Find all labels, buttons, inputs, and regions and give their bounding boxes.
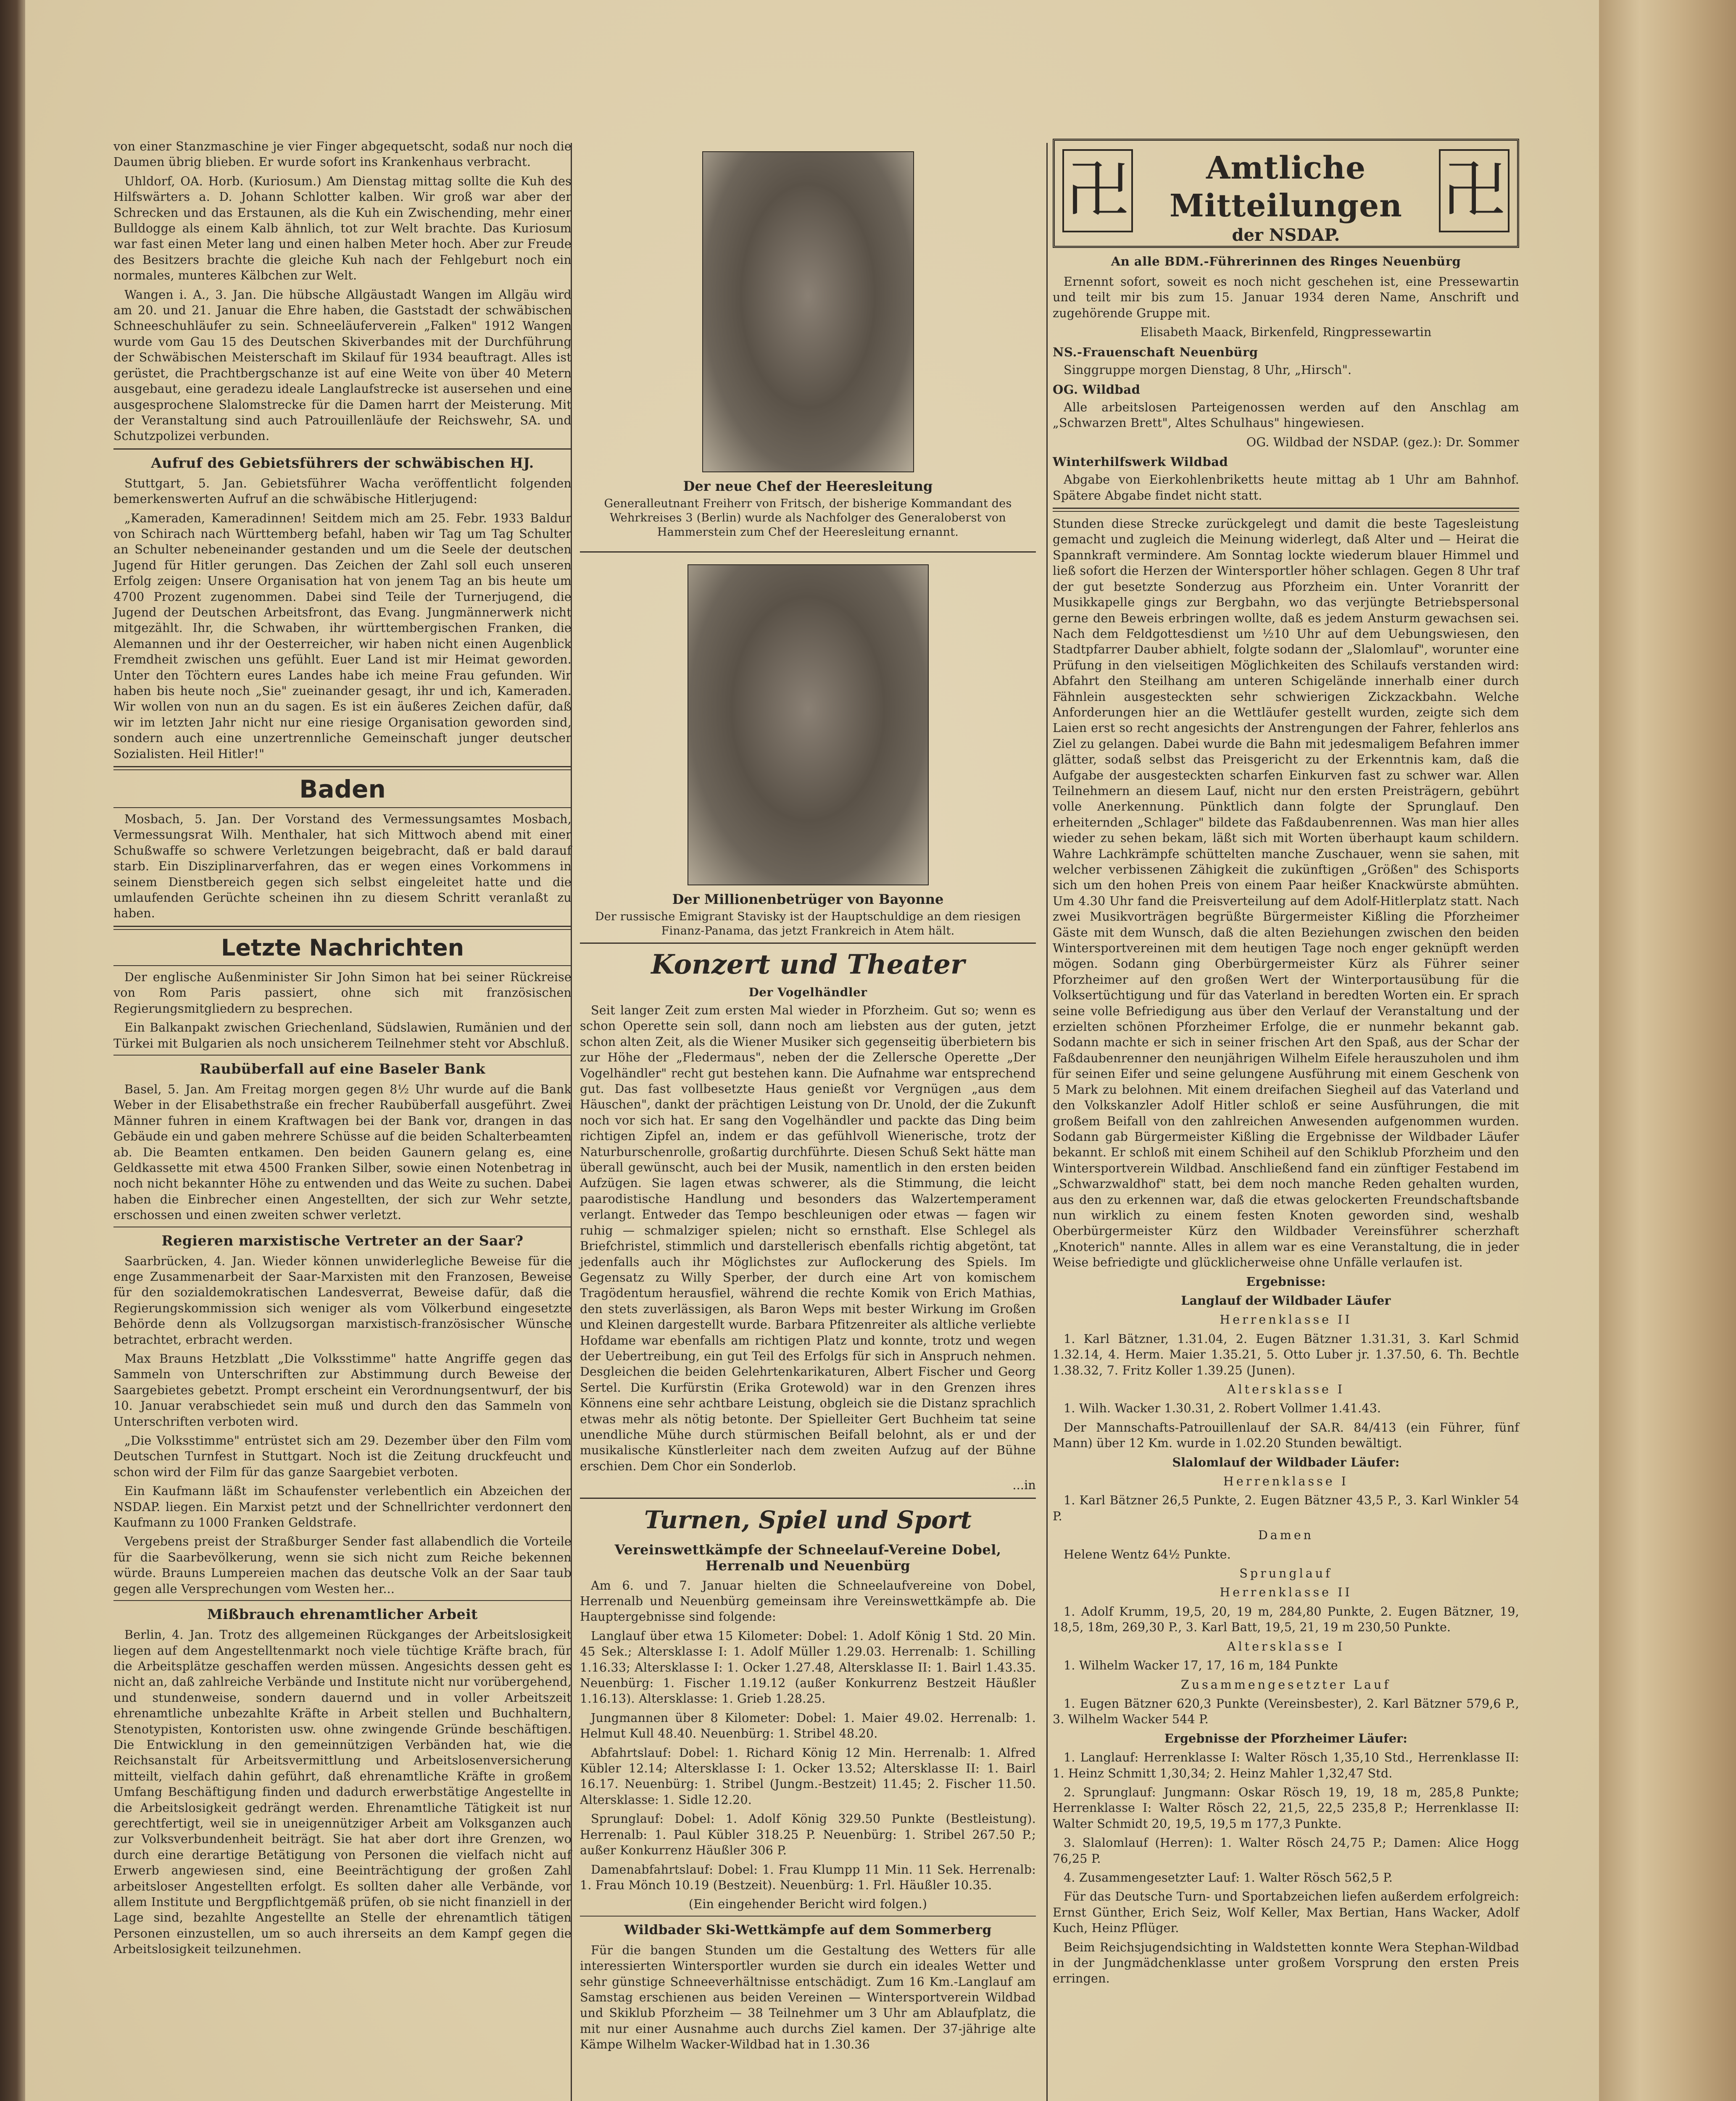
article-text: Ein Kaufmann läßt im Schaufenster verlebentlich ein Abzeichen der NSDAP. liegen. Ein Marxist petzt und der Schnellrichter verdonnert den Kaufmann zu 1000 Franken Geldstrafe. (113, 1484, 572, 1530)
section-konzert-theater: Konzert und Theater (651, 949, 965, 980)
headline-winterhilfswerk: Winterhilfswerk Wildbad (1053, 455, 1228, 469)
results-kombi: 1. Eugen Bätzner 620,3 Punkte (Vereinsbester), 2. Karl Bätzner 579,6 P., 3. Wilhelm Wacker 544 P. (1053, 1696, 1519, 1727)
column-3 (1053, 139, 1519, 1990)
article-waldstetten: Beim Reichsjugendsichting in Waldstetten konnte Wera Stephan-Wildbad in der Jungmädchenklasse unter großem Vorsprung den ersten Preis erringen. (1053, 1940, 1519, 1986)
article-text: „Kameraden, Kameradinnen! Seitdem mich am 25. Febr. 1933 Baldur von Schirach nach Württemberg befahl, haben wir Tag um Tag Schulter an Schulter nebeneinander gestanden und um die Seele der deutschen Jugend für Hitler gerungen. Das Zeichen der Zahl soll euch unseren Erfolg zeigen: Unsere Organisation hat von jenem Tag an bis heute um 4700 Prozent zugenommen. Dabei sind Teile der Turnerjugend, die Jugend der Deutschen Arbeitsfront, das Evang. Jungmännerwerk nicht mitgezählt. Ihr, die Schwaben, ihr württembergischen Franken, die Alemannen und ihr der Oesterreicher, wir haben nicht einen Augenblick Fremdheit zwischen uns gefühlt. Euer Land ist mir Heimat geworden. Unter den Töchtern eures Landes habe ich meine Frau gefunden. Wir haben bis heute noch „Sie" zueinander gesagt, ihr und ich, Kameraden. Wir wollen von nun an du sagen. Es ist ein äußeres Zeichen dafür, daß wir im letzten Jahr nicht nur eine riesige Organisation geworden sind, sondern auch eine unzertrennliche Gemeinschaft junger deutscher Sozialisten. Heil Hitler!" (113, 511, 572, 761)
notice-winterhilfswerk: Abgabe von Eierkohlenbriketts heute mittag ab 1 Uhr am Bahnhof. Spätere Abgabe findet nicht statt. (1053, 473, 1519, 503)
column-divider (1046, 143, 1048, 2101)
divider (580, 551, 1036, 553)
divider (113, 1600, 572, 1601)
book-edge (1599, 0, 1736, 2101)
divider (113, 807, 572, 808)
article-balkan: Ein Balkanpakt zwischen Griechenland, Südslawien, Rumänien und der Türkei mit Bulgarien als noch unsicherem Teilnehmer steht vor Abschluß. (113, 1021, 572, 1050)
headline-wildbad: Wildbader Ski-Wettkämpfe auf dem Sommerberg (624, 1922, 992, 1938)
section-baden: Baden (299, 775, 386, 804)
results-abfahrt: Abfahrtslauf: Dobel: 1. Richard König 12 Min. Herrenalb: 1. Alfred Kübler 12.14; Altersklasse I: 1. Ocker 13.52; Altersklasse II: 1. Bairl 16.17. Neuenbürg: 1. Stribel (Jungm.-Bestzeit) 11.45; 2. Fischer 11.50. Altersklasse: 1. Sidle 12.20. (580, 1746, 1036, 1807)
article-raub: Basel, 5. Jan. Am Freitag morgen gegen 8½ Uhr wurde auf die Bank Weber in der Elisabethstraße ein frecher Raubüberfall ausgeführt. Zwei Männer fuhren in einem Kraftwagen bei der Bank vor, drangen in das Gebäude ein und gaben mehrere Schüsse auf die beiden Schalterbeamten ab. Die Beamten entkamen. Den beiden Gaunern gelang es, eine Geldkassette mit etwa 4500 Franken Silber, sowie einen Notenbetrag in noch nicht bekannter Höhe zu entwenden und das Weite zu suchen. Dabei haben die Einbrecher einen Angestellten, der sich zur Wehr setzte, erschossen und einen zweiten schwer verletzt. (113, 1082, 572, 1222)
article-wangen: Wangen i. A., 3. Jan. Die hübsche Allgäustadt Wangen im Allgäu wird am 20. und 21. Januar die Ehre haben, die Gaststadt der schwäbischen Schneeschuhläufer zu sein. Schneeläuferverein „Falken" 1912 Wangen wurde vom Gau 15 des Deutschen Skiverbandes mit der Durchführung der Schwäbischen Meisterschaft im Skilauf für 1934 beauftragt. Alles ist gerüstet, die Prachtbergschanze ist auf eine Weite von über 40 Metern ausgebaut, eine geradezu ideale Langlaufstrecke ist ausersehen und eine ausgesprochene Slalomstrecke für die Damen harrt der Meisterung. Mit der Veranstaltung sind auch Patrouillenläufe der Reichswehr, SA. und Schutzpolizei verbunden. (113, 287, 572, 443)
photo-stavisky (688, 564, 929, 885)
article-mosbach: Mosbach, 5. Jan. Der Vorstand des Vermessungsamtes Mosbach, Vermessungsrat Wilh. Menthaler, hat sich Mittwoch abend mit einer Schußwaffe so schwere Verletzungen beigebracht, daß er bald darauf starb. Ein Disziplinarverfahren, das er wegen eines Vorkommens in seinem Dienstbereich gegen sich selbst eingeleitet hatte und die umlaufenden Gerüchte scheinen ihn zu diesem Schritt veranlaßt zu haben. (113, 812, 572, 921)
article-ski-continued: Stunden diese Strecke zurückgelegt und damit die beste Tagesleistung gemacht und zugleich die Meinung widerlegt, daß Alter und — Heirat die Spannkraft vermindere. Am Sonntag lockte wiederum blauer Himmel und ließ sofort die Herzen der Wintersportler höher schlagen. Gegen 8 Uhr traf der gut besetzte Sonderzug aus Pforzheim ein. Unter Voranritt der Musikkapelle gings zur Bergbahn, wo das verjüngte Betriebspersonal gerne den Beweis erbringen wollte, daß es jedem Ansturm gewachsen sei. Nach dem Feldgottesdienst um ½10 Uhr auf dem Uebungswiesen, den Stadtpfarrer Dauber abhielt, folgte sodann der „Slalomlauf", worunter eine Prüfung in den vielseitigen Möglichkeiten des Schilaufs verstanden wird: Abfahrt den Steilhang am unteren Schigelände innerhalb einer durch Fähnlein ausgesteckten sehr schwierigen Zickzackbahn. Welche Anforderungen hier an die Wettläufer gestellt wurden, zeigte sich dem Laien erst so recht angesichts der Anstrengungen der Fahrer, fehlerlos ans Ziel zu gelangen. Dabei wurde die Bahn mit jedesmaligem Befahren immer glätter, sodaß selbst das Preisgericht zu der Erkenntnis kam, daß die Aufgabe der ausgesteckten scharfen Einkurven fast zu schwer war. Allen Teilnehmern an diesem Lauf, nicht nur den ersten Preisträgern, gebührt volle Anerkennung. Pünktlich dann folgte der Sprunglauf. Den erheiternden „Schlager" bildete das Faßdaubenrennen. Was man hier alles wieder zu sehen bekam, läßt sich mit Worten überhaupt kaum schildern. Wahre Lachkrämpfe schüttelten manche Zuschauer, wenn sie sahen, mit welcher verbissenen Zähigkeit die zukünftigen „Größen" des Schisports sich um den hohen Preis von einem Paar heißer Knackwürste abmühten. Um 4.30 Uhr fand die Preisverteilung auf dem Adolf-Hitlerplatz statt. Nach zwei Musikvorträgen begrüßte Bürgermeister Kißling die Pforzheimer Gäste mit dem Wunsch, daß die alten Beziehungen zwischen den beiden Wintersportvereinen mit dem heutigen Tage noch enger geknüpft werden mögen. Sodann ging Oberbürgermeister Kürz als Führer seiner Pforzheimer auf den großen Wert der Winterportausübung für die Volksertüchtigung und für das Vaterland in beredten Worten ein. Er sprach seine volle Befriedigung aus über den Verlauf der Veranstaltung und der erzielten schönen Pforzheimer Erfolge, die er nunmehr bekannt gab. Sodann machte er sich in seiner frischen Art den Spaß, aus der Schar der Faßdaubenrenner den neunjährigen Wilhelm Eifele herauszuholen und ihm für seinen Eifer und seine gelungene Ausführung mit einem Geschenk von 5 Mark zu belohnen. Mit einem dreifachen Siegheil auf das Vaterland und den Volkskanzler Adolf Hitler schloß er seine Ausführungen, die mit großem Beifall von den zahlreichen Anwesenden aufgenommen wurden. Sodann gab Bürgermeister Kißling die Ergebnisse der Wildbader Läufer bekannt. Er schloß mit einem Schiheil auf den Schiklub Pforzheim und den Wintersportverein Wildbad. Anschließend fand ein zünftiger Festabend im „Schwarzwaldhof" statt, bei dem noch manche Reden gehalten wurden, aus den zu erkennen war, daß die etwas gelockerten Freundschaftsbande nun wirklich zu einem festen Knoten geworden sind, weshalb Oberbürgermeister Kürz den Wildbader Vereinsführer scherzhaft „Knoterich" nannte. Alles in allem war es eine Veranstaltung, die in jeder Weise befriedigte und glücklicherweise ohne Unfälle verlaufen ist. (1053, 517, 1519, 1270)
results-class: Zusammengesetzter Lauf (1181, 1677, 1391, 1692)
results-sprung: Sprunglauf: Dobel: 1. Adolf König 329.50 Punkte (Bestleistung). Herrenalb: 1. Paul Kübler 318.25 P. Neuenbürg: 1. Stribel 267.50 P.; außer Konkurrenz Häußler 306 P. (580, 1812, 1036, 1858)
results-class: Damen (1258, 1528, 1314, 1543)
results-heading: Ergebnisse: (1246, 1274, 1326, 1289)
article-text: Saarbrücken, 4. Jan. Wieder können unwiderlegliche Beweise für die enge Zusammenarbeit der Saar-Marxisten mit den Franzosen, Beweise für den sozialdemokratischen Landesverrat, Beweise dafür, daß die Regierungskommission sich weniger als vom Völkerbund eingesetzte Behörde denn als Vollzugsorgan marxistisch-französischer Wünsche betrachtet, erbracht werden. (113, 1254, 572, 1347)
results-class: Herrenklasse II (1220, 1313, 1352, 1327)
results-damen: Damenabfahrtslauf: Dobel: 1. Frau Klumpp 11 Min. 11 Sek. Herrenalb: 1. Frau Mönch 10.19 (Bestzeit). Neuenbürg: 1. Frl. Häußler 10.35. (580, 1862, 1036, 1892)
results-pf-slalom: 3. Slalomlauf (Herren): 1. Walter Rösch 24,75 P.; Damen: Alice Hogg 76,25 P. (1053, 1836, 1519, 1866)
photo2-title: Der Millionenbetrüger von Bayonne (672, 891, 944, 907)
divider (580, 943, 1036, 944)
results-pforzheim-heading: Ergebnisse der Pforzheimer Läufer: (1164, 1731, 1408, 1746)
photo1-title: Der neue Chef der Heeresleitung (683, 478, 933, 494)
headline-raub: Raubüberfall auf eine Baseler Bank (200, 1060, 485, 1077)
results-class: Altersklasse I (1227, 1382, 1345, 1396)
article-berlin: Berlin, 4. Jan. Trotz des allgemeinen Rückganges der Arbeitslosigkeit liegen auf dem Angestelltenmarkt noch viele tüchtige Kräfte brach, für die Arbeitsplätze geschaffen werden müssen. Angesichts dessen geht es nicht an, daß zahlreiche Verbände und Institute nicht nur vorübergehend, und stundenweise, sondern dauernd und in voller Arbeitszeit ehrenamtliche unbezahlte Kräfte in Arbeit stellen und Buchhaltern, Stenotypisten, Kontoristen usw. ohne zwingende Gründe beschäftigen. Die Entwicklung in den gemeinnützigen Verbänden hat, wie die Reichsanstalt für Arbeitsvermittlung und Arbeitslosenversicherung mitteilt, vielfach dahin geführt, daß ehrenamtliche Kräfte in großem Umfang Beschäftigung finden und dadurch erwerbstätige Angestellte in die Arbeitslosigkeit gedrängt werden. Ehrenamtliche Tätigkeit ist nur gerechtfertigt, weil sie in uneigennütziger Arbeit am Volksganzen auch zur Volksverbundenheit beiträgt. Sie hat aber dort ihre Grenzen, wo durch eine derartige Betätigung von Personen die vielfach nicht auf Erwerb angewiesen sind, eine Beeinträchtigung der großen Zahl arbeitsloser Angestellten erfolgt. Es sollten daher alle Verbände, vor allem Institute und Bergpflichtgemäß prüfen, ob sie nicht finanziell in der Lage sind, bezahlte Angestellte an Stelle der ehrenamtlich tätigen Personen einzustellen, um so auch ihrerseits an dem Kampf gegen die Arbeitslosigkeit teilzunehmen. (113, 1628, 572, 1956)
headline-og-wildbad: OG. Wildbad (1053, 382, 1141, 397)
article-uhldorf: Uhldorf, OA. Horb. (Kuriosum.) Am Dienstag mittag sollte die Kuh des Hilfswärters a. D. Johann Schlotter kalben. Wir groß war aber der Schrecken und das Erstaunen, als die Kuh ein Zwischending, mehr einer Bulldogge als einem Kalb ähnlich, tot zur Welt brachte. Das Kuriosum war fast einen Meter lang und einen halben Meter hoch. Aber zur Freude des Besitzers brachte die gleiche Kuh nach der Fehlgeburt noch ein normales, munteres Kälbchen zur Welt. (113, 174, 572, 283)
section-turnen-sport: Turnen, Spiel und Sport (644, 1505, 972, 1534)
results-pf-sprung: 2. Sprunglauf: Jungmann: Oskar Rösch 19, 19, 18 m, 285,8 Punkte; Herrenklasse I: Walter Rösch 22, 21,5, 22,5 235,8 P.; Herrenklasse II: Walter Schmidt 20, 19,5, 19,5 m 177,3 Punkte. (1053, 1785, 1519, 1831)
results-class: Altersklasse I (1227, 1639, 1345, 1653)
divider (1053, 508, 1519, 512)
article-text: Max Brauns Hetzblatt „Die Volksstimme" hatte Angriffe gegen das Sammeln von Unterschriften zur Abstimmung durch Beweise der Saargebietes gebetzt. Prompt erscheint ein Verordnungsentwurf, der bis 10. Januar verabschiedet sein muß und durch den das Sammeln von Unterschriften verboten wird. (113, 1352, 572, 1429)
results-mannschaft: Der Mannschafts-Patrouillenlauf der SA.R. 84/413 (ein Führer, fünf Mann) über 12 Km. wurde in 1.02.20 Stunden bewältigt. (1053, 1420, 1519, 1451)
article-simon: Der englische Außenminister Sir John Simon hat bei seiner Rückreise von Rom Paris passiert, ohne sich mit französischen Regierungsmitgliedern zu besprechen. (113, 970, 572, 1016)
divider (113, 448, 572, 450)
results-class: Herrenklasse I (1223, 1474, 1349, 1489)
results-pf-kombi: 4. Zusammengesetzter Lauf: 1. Walter Rösch 562,5 P. (1064, 1870, 1393, 1885)
results-langlauf-h2: 1. Karl Bätzner, 1.31.04, 2. Eugen Bätzner 1.31.31, 3. Karl Schmid 1.32.14, 4. Herm. Maier 1.35.21, 5. Otto Luber jr. 1.37.50, 6. Th. Bechtle 1.38.32, 7. Fritz Koller 1.39.25 (Junen). (1053, 1332, 1519, 1377)
swastika-icon: 卍 (1062, 149, 1133, 232)
notice-signature: Elisabeth Maack, Birkenfeld, Ringpressewartin (1140, 325, 1432, 340)
results-langlauf-heading: Langlauf der Wildbader Läufer (1181, 1293, 1391, 1308)
results-class: Herrenklasse II (1220, 1585, 1352, 1600)
photo1-caption: Generalleutnant Freiherr von Fritsch, der bisherige Kommandant des Wehrkreises 3 (Berlin) wurde als Nachfolger des Generaloberst von Hammerstein zum Chef der Heeresleitung ernannt. (604, 497, 1012, 539)
column-1 (113, 139, 572, 1961)
headline-aufruf: Aufruf des Gebietsführers der schwäbischen HJ. (151, 454, 534, 471)
headline-frauenschaft: NS.-Frauenschaft Neuenbürg (1053, 345, 1258, 359)
divider (580, 1498, 1036, 1499)
notice-bdm: Ernennt sofort, soweit es noch nicht geschehen ist, eine Pressewartin und teilt mir bis zum 15. Januar 1934 deren Name, Anschrift und zugehörende Gruppe mit. (1053, 275, 1519, 320)
results-class: Sprunglauf (1239, 1567, 1333, 1581)
results-langlauf-a1: 1. Wilh. Wacker 1.30.31, 2. Robert Vollmer 1.41.43. (1064, 1401, 1381, 1416)
notice-signature: OG. Wildbad der NSDAP. (gez.): Dr. Sommer (1246, 435, 1519, 449)
results-jungmannen: Jungmannen über 8 Kilometer: Dobel: 1. Maier 49.02. Herrenalb: 1. Helmut Kull 48.40. Neuenbürg: 1. Stribel 48.20. (580, 1711, 1036, 1741)
divider (113, 965, 572, 966)
headline-vogelhaendler: Der Vogelhändler (748, 985, 867, 999)
results-sprung-h2: 1. Adolf Krumm, 19,5, 20, 19 m, 284,80 Punkte, 2. Eugen Bätzner, 19, 18,5, 18m, 269,30 P., 3. Karl Batt, 19,5, 21, 19 m 230,50 Punkte. (1053, 1604, 1519, 1635)
article-text: Vergebens preist der Straßburger Sender fast allabendlich die Vorteile für die Saarbevölkerung, wenn sie sich nicht zum Reiche bekennen würde. Brauns Lumpereien machen das deutsche Volk an der Saar taub gegen alle Versprechungen vom Westen her... (113, 1535, 572, 1596)
box-subtitle: der NSDAP. (1232, 225, 1340, 245)
column-2 (572, 139, 1044, 2056)
results-slalom-heading: Slalomlauf der Wildbader Läufer: (1172, 1455, 1400, 1469)
article-signature: ...in (1012, 1478, 1036, 1493)
results-slalom-damen: Helene Wentz 64½ Punkte. (1064, 1547, 1231, 1561)
box-title: Amtliche Mitteilungen (1170, 150, 1402, 224)
swastika-icon: 卍 (1439, 149, 1509, 232)
photo-fritsch (702, 151, 914, 472)
results-slalom-h1: 1. Karl Bätzner 26,5 Punkte, 2. Eugen Bätzner 43,5 P., 3. Karl Winkler 54 P. (1053, 1493, 1519, 1523)
article-text: von einer Stanzmaschine je vier Finger abgequetscht, sodaß nur noch die Daumen übrig blieben. Er wurde sofort ins Krankenhaus verbracht. (113, 140, 572, 169)
section-letzte-nachrichten: Letzte Nachrichten (221, 934, 464, 961)
divider (580, 1916, 1036, 1917)
amtliche-mitteilungen-box (1053, 139, 1519, 248)
divider (113, 926, 572, 930)
headline-missbrauch: Mißbrauch ehrenamtlicher Arbeit (207, 1606, 478, 1623)
headline-bdm: An alle BDM.-Führerinnen des Ringes Neuenbürg (1111, 254, 1461, 269)
article-text: Am 6. und 7. Januar hielten die Schneelaufvereine von Dobel, Herrenalb und Neuenbürg gemeinsam ihre Vereinswettkämpfe ab. Die Hauptergebnisse sind folgende: (580, 1578, 1036, 1624)
results-pf-langlauf: 1. Langlauf: Herrenklasse I: Walter Rösch 1,35,10 Std., Herrenklasse II: 1. Heinz Schmitt 1,30,34; 2. Heinz Mahler 1,32,47 Std. (1053, 1751, 1519, 1780)
photo2-caption: Der russische Emigrant Stavisky ist der Hauptschuldige an dem riesigen Finanz-Panama, das jetzt Frankreich in Atem hält. (595, 910, 1021, 937)
divider (113, 1055, 572, 1056)
results-langlauf: Langlauf über etwa 15 Kilometer: Dobel: 1. Adolf König 1 Std. 20 Min. 45 Sek.; Altersklasse I: 1. Adolf Müller 1.29.03. Herrenalb: 1. Schilling 1.16.33; Altersklasse I: 1. Ocker 1.27.48, Altersklasse II: 1. Bairl 1.43.35. Neuenbürg: 1. Fischer 1.19.12 (außer Konkurrenz Bestzeit Häußler 1.16.13). Altersklasse: 1. Grieb 1.28.25. (580, 1629, 1036, 1706)
notice-og: Alle arbeitslosen Parteigenossen werden auf den Anschlag am „Schwarzen Brett", Altes Schulhaus" hingewiesen. (1053, 400, 1519, 430)
article-vogelhaendler: Seit langer Zeit zum ersten Mal wieder in Pforzheim. Gut so; wenn es schon Operette sein soll, dann noch am liebsten aus der guten, jetzt schon alten Zeit, als die Wiener Musiker sich gegenseitig überbietern bis zur Höhe der „Fledermaus", neben der die Zellersche Operette „Der Vogelhändler" recht gut bestehen kann. Die Aufnahme war entsprechend gut. Das fast vollbesetzte Haus genießt vor Vergnügen „aus dem Häuschen", dankt der prächtigen Leistung von Dr. Unold, der die Zukunft noch vor sich hat. Er sang den Vogelhändler und packte das Ding beim richtigen Zipfel an, indem er das gefühlvoll Wienerische, trotz der Naturburschenrolle, großartig durchführte. Diesen Schuß Sekt hätte man überall gewünscht, auch bei der Musik, namentlich in den ersten beiden Aufzügen. Sie lagen etwas schwerer, als die Stimmung, die leicht paarodistische Handlung und besonders das Walzertemperament verlangt. Entweder das Tempo beschleunigen oder etwas — fagen wir ruhig — schmalziger spielen; nicht so ernsthaft. Else Schlegel als Briefchristel, stimmlich und darstellerisch ebenfalls richtig abgetönt, tat jedenfalls auch ihr Möglichstes zur Auflockerung des Spiels. Im Gegensatz zu Willy Sperber, der durch eine Art von komischem Tragödentum herausfiel, während die rechte Komik von Erich Mathias, den stets zuverlässigen, als Baron Weps mit bester Wirkung im Großen und Kleinen dargestellt wurde. Barbara Pfitzenreiter als altliche verliebte Hofdame war ebenfalls am richtigen Platz und konnte, trotz und wegen der Uebertreibung, ein gut Teil des Erfolgs für sich in Anspruch nehmen. Desgleichen die beiden Gelehrtenkarikaturen, Albert Fischer und Georg Sertel. Die Kurfürstin (Erika Grotewold) war in den Grenzen ihres Könnens eine sehr achtbare Leistung, obgleich sie die Distanz sprachlich etwas mehr als nötig betonte. Der Spielleiter Gert Buchheim tat seine unendliche Mühe durch stürmischen Beifall belohnt, als er und der musikalische Künstlerleiter nach dem zweiten Aufzug auf der Bühne erschien. Dem Chor ein Sonderlob. (580, 1003, 1036, 1473)
headline-vereinswettkaempfe: Vereinswettkämpfe der Schneelauf-Vereine Dobel, Herrenalb und Neuenbürg (614, 1541, 1001, 1574)
divider (113, 766, 572, 770)
box-title-group (1139, 149, 1433, 246)
notice-frauenschaft: Singgruppe morgen Dienstag, 8 Uhr, „Hirsch". (1064, 363, 1352, 377)
article-text: „Die Volksstimme" entrüstet sich am 29. Dezember über den Film vom Deutschen Turnfest in Stuttgart. Noch ist die Zeitung druckfeucht und schon wird der Film für das ganze Saargebiet verboten. (113, 1434, 572, 1479)
article-abzeichen: Für das Deutsche Turn- und Sportabzeichen liefen außerdem erfolgreich: Ernst Günther, Erich Seiz, Wolf Keller, Max Bertian, Hans Wacker, Adolf Kuch, Heinz Pflüger. (1053, 1890, 1519, 1935)
article-text: Stuttgart, 5. Jan. Gebietsführer Wacha veröffentlicht folgenden bemerkenswerten Aufruf an die schwäbische Hitlerjugend: (113, 476, 572, 506)
article-note: (Ein eingehender Bericht wird folgen.) (688, 1897, 927, 1911)
article-wildbad: Für die bangen Stunden um die Gestaltung des Wetters für alle interessierten Wintersportler wurden sie durch ein ideales Wetter und sehr günstige Schneeverhältnisse entschädigt. Zum 16 Km.-Langlauf am Samstag erschienen aus beiden Vereinen — Wintersportverein Wildbad und Skiklub Pforzheim — 38 Teilnehmer um 3 Uhr am Ablaufplatz, die mit nur einer Ausnahme auch durchs Ziel kamen. Der 37-jährige alte Kämpe Wilhelm Wacker-Wildbad hat in 1.30.36 (580, 1943, 1036, 2052)
results-sprung-a1: 1. Wilhelm Wacker 17, 17, 16 m, 184 Punkte (1064, 1659, 1338, 1673)
headline-saar: Regieren marxistische Vertreter an der Saar? (161, 1232, 524, 1249)
